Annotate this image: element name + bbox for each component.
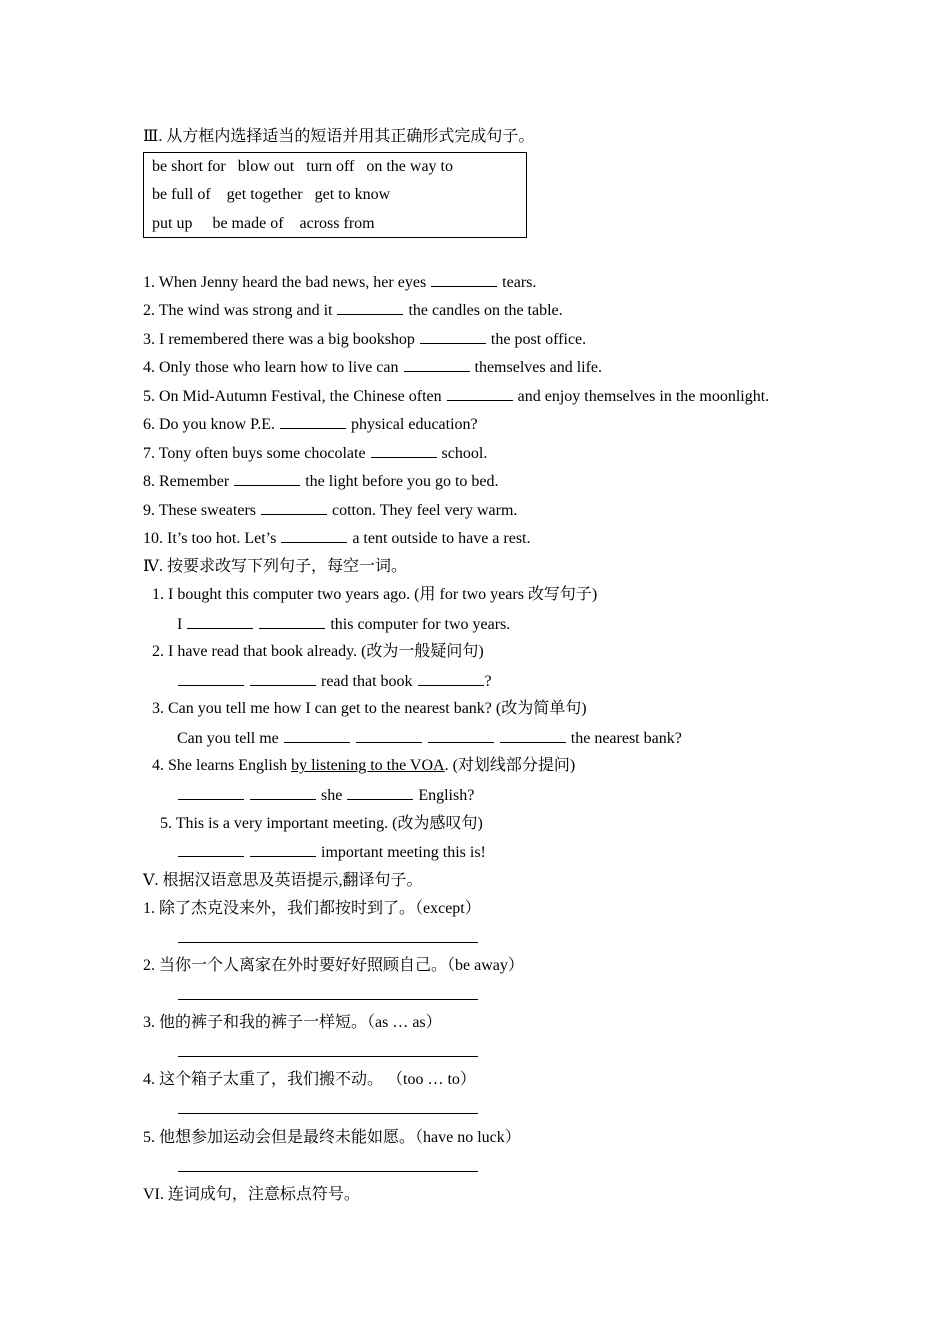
answer-blank[interactable] xyxy=(404,357,470,372)
rewrite-answer xyxy=(177,728,682,748)
answer-text: read that book xyxy=(317,673,417,690)
answer-blank[interactable] xyxy=(261,500,327,515)
section-3-title: Ⅲ. 从方框内选择适当的短语并用其正确形式完成句子。 xyxy=(143,128,535,145)
rewrite-answer xyxy=(177,671,492,691)
section-5-title: Ⅴ. 根据汉语意思及英语提示,翻译句子。 xyxy=(143,872,423,889)
question-text: 8. Remember xyxy=(143,473,234,490)
translation-answer-line[interactable] xyxy=(178,1171,478,1172)
answer-text: I xyxy=(177,616,187,633)
answer-blank[interactable] xyxy=(337,300,403,315)
answer-blank[interactable] xyxy=(250,671,316,686)
question-text: 6. Do you know P.E. xyxy=(143,416,280,433)
section-4-title: Ⅳ. 按要求改写下列句子，每空一词。 xyxy=(143,558,407,575)
question-item xyxy=(143,528,531,548)
question-text: tears. xyxy=(498,274,537,291)
answer-blank[interactable] xyxy=(418,671,484,686)
answer-blank[interactable] xyxy=(178,671,244,686)
rewrite-question: 3. Can you tell me how I can get to the nearest bank? (改为简单句) xyxy=(152,700,587,717)
rewrite-answer xyxy=(177,614,510,634)
question-text: 4. Only those who learn how to live can xyxy=(143,359,403,376)
question-item xyxy=(143,386,769,406)
answer-blank[interactable] xyxy=(500,728,566,743)
answer-text: important meeting this is! xyxy=(317,844,486,861)
translation-answer-line[interactable] xyxy=(178,942,478,943)
question-text: school. xyxy=(437,445,488,462)
question-item xyxy=(143,500,517,520)
answer-text: ? xyxy=(484,673,492,690)
question-item xyxy=(143,357,602,377)
answer-text: she xyxy=(317,787,347,804)
question-text: 1. When Jenny heard the bad news, her eyes xyxy=(143,274,431,291)
question-text: 2. The wind was strong and it xyxy=(143,302,337,319)
answer-blank[interactable] xyxy=(420,329,486,344)
translation-question: 5. 他想参加运动会但是最终未能如愿。（have no luck） xyxy=(143,1129,521,1146)
translation-question: 4. 这个箱子太重了，我们搬不动。 （too … to） xyxy=(143,1071,476,1088)
rewrite-answer xyxy=(177,842,486,862)
rewrite-answer xyxy=(177,785,474,805)
question-text: 9. These sweaters xyxy=(143,502,260,519)
translation-question: 1. 除了杰克没来外，我们都按时到了。（except） xyxy=(143,900,481,917)
question-item xyxy=(143,414,478,434)
phrase-box xyxy=(143,152,527,238)
translation-answer-line[interactable] xyxy=(178,999,478,1000)
question-item xyxy=(143,471,499,491)
question-text: cotton. They feel very warm. xyxy=(328,502,518,519)
answer-text: the nearest bank? xyxy=(566,730,682,747)
question-item xyxy=(143,300,563,320)
answer-blank[interactable] xyxy=(284,728,350,743)
answer-blank[interactable] xyxy=(250,842,316,857)
question-text: 7. Tony often buys some chocolate xyxy=(143,445,370,462)
translation-question: 2. 当你一个人离家在外时要好好照顾自己。（be away） xyxy=(143,957,524,974)
rewrite-question: 5. This is a very important meeting. (改为感叹句) xyxy=(160,815,483,832)
question-text: the candles on the table. xyxy=(404,302,563,319)
answer-blank[interactable] xyxy=(259,614,325,629)
rewrite-question: 2. I have read that book already. (改为一般疑问句) xyxy=(152,643,484,660)
answer-blank[interactable] xyxy=(431,272,497,287)
answer-blank[interactable] xyxy=(178,842,244,857)
question-text: and enjoy themselves in the moonlight. xyxy=(513,388,770,405)
rewrite-question xyxy=(152,756,575,776)
question-text: the post office. xyxy=(486,331,587,348)
answer-blank[interactable] xyxy=(178,785,244,800)
answer-text: Can you tell me xyxy=(177,730,283,747)
underlined-phrase: by listening to the VOA xyxy=(291,757,445,774)
phrase-box-row: be full of get together get to know xyxy=(152,186,391,203)
answer-text: English? xyxy=(414,787,475,804)
answer-blank[interactable] xyxy=(280,414,346,429)
translation-question: 3. 他的裤子和我的裤子一样短。（as … as） xyxy=(143,1014,442,1031)
question-item xyxy=(143,443,487,463)
question-item xyxy=(143,272,536,292)
question-text: . (对划线部分提问) xyxy=(444,757,576,774)
phrase-box-row: be short for blow out turn off on the way to xyxy=(152,158,453,175)
section-6-title: VI. 连词成句，注意标点符号。 xyxy=(143,1186,360,1203)
question-text: physical education? xyxy=(347,416,478,433)
answer-blank[interactable] xyxy=(187,614,253,629)
answer-blank[interactable] xyxy=(234,471,300,486)
question-text: 10. It’s too hot. Let’s xyxy=(143,530,281,547)
answer-blank[interactable] xyxy=(250,785,316,800)
rewrite-question: 1. I bought this computer two years ago. (用 for two years 改写句子) xyxy=(152,586,598,603)
answer-blank[interactable] xyxy=(356,728,422,743)
translation-answer-line[interactable] xyxy=(178,1056,478,1057)
question-text: a tent outside to have a rest. xyxy=(348,530,531,547)
answer-blank[interactable] xyxy=(447,386,513,401)
answer-blank[interactable] xyxy=(347,785,413,800)
question-item xyxy=(143,329,586,349)
answer-blank[interactable] xyxy=(371,443,437,458)
answer-text: this computer for two years. xyxy=(326,616,511,633)
question-text: 3. I remembered there was a big bookshop xyxy=(143,331,419,348)
question-text: the light before you go to bed. xyxy=(301,473,499,490)
phrase-box-row: put up be made of across from xyxy=(152,215,375,232)
question-text: 5. On Mid-Autumn Festival, the Chinese often xyxy=(143,388,446,405)
question-text: 4. She learns English xyxy=(152,757,292,774)
translation-answer-line[interactable] xyxy=(178,1113,478,1114)
answer-blank[interactable] xyxy=(428,728,494,743)
question-text: themselves and life. xyxy=(470,359,603,376)
answer-blank[interactable] xyxy=(281,528,347,543)
